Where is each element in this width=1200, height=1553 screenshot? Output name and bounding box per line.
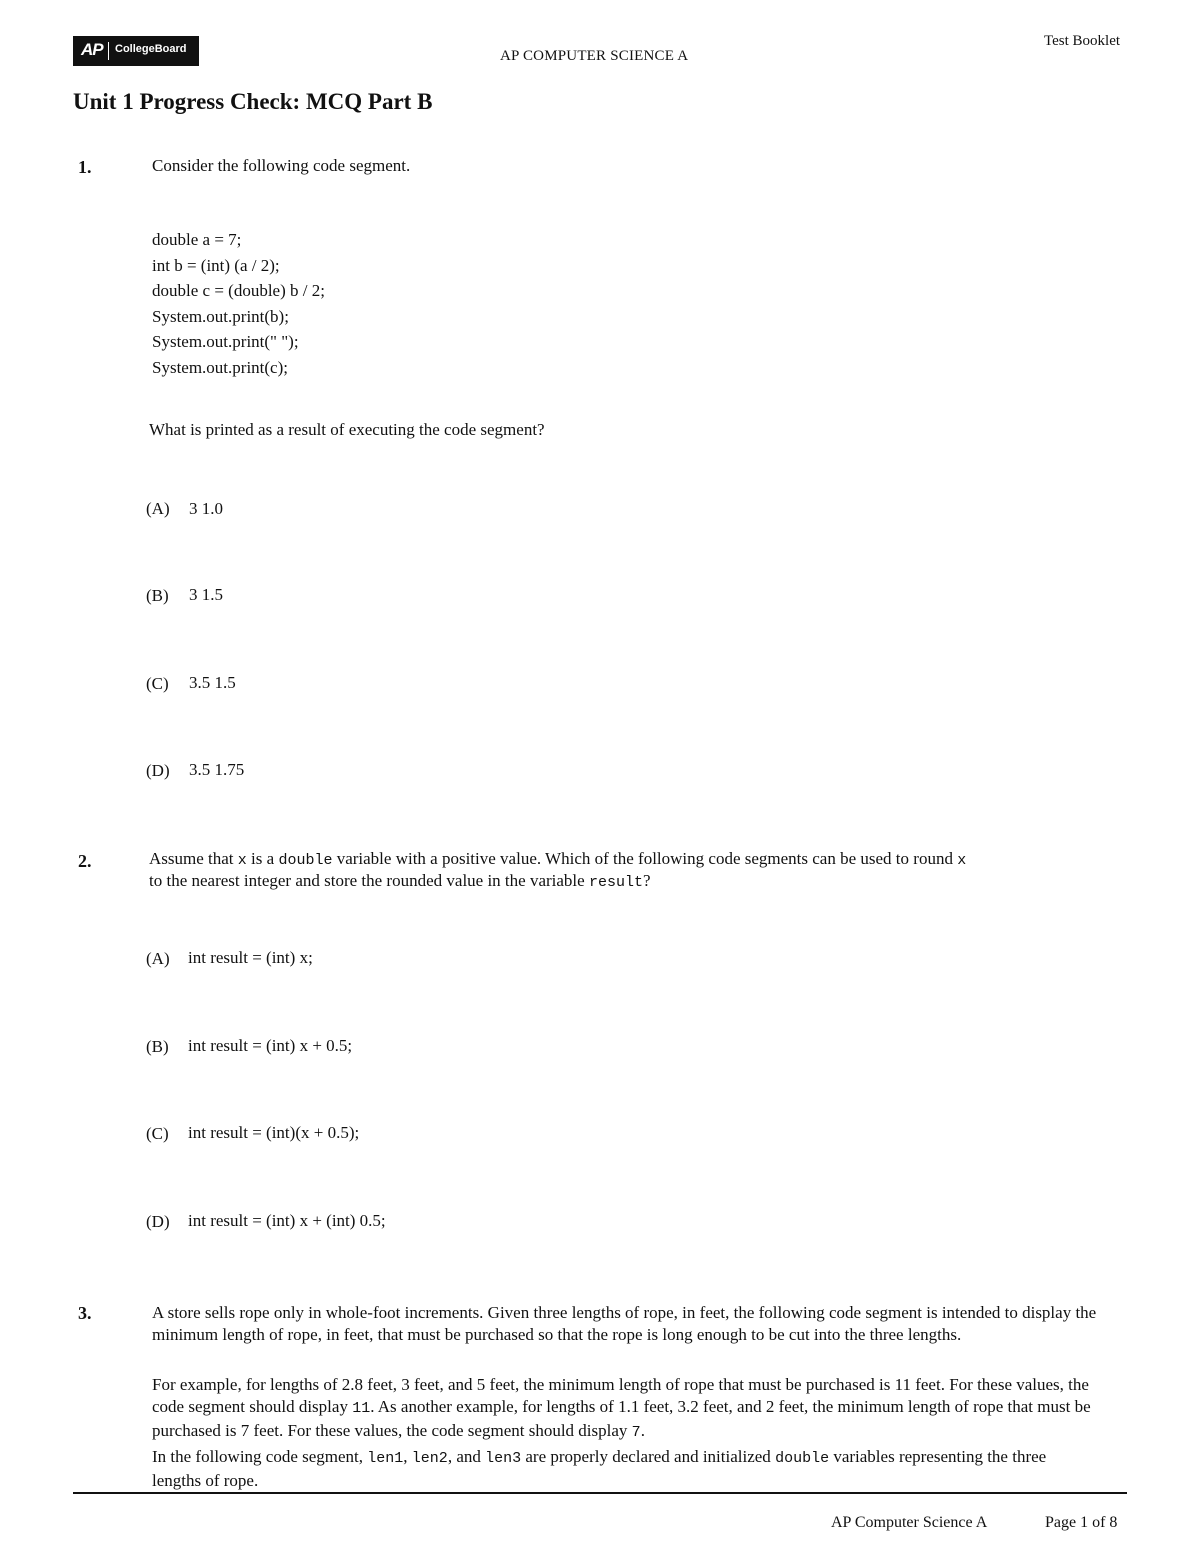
text-span: to the nearest integer and store the rounded value in the variable xyxy=(149,871,589,890)
inline-code: x xyxy=(957,852,967,869)
q2-option-c-letter[interactable]: (C) xyxy=(146,1124,169,1143)
question-1-number: 1. xyxy=(78,157,92,177)
footer-page-number: Page 1 of 8 xyxy=(1045,1514,1118,1531)
code-line: System.out.print(c); xyxy=(152,357,288,377)
q2-option-d-text[interactable]: int result = (int) x + (int) 0.5; xyxy=(188,1211,386,1230)
page-title: Unit 1 Progress Check: MCQ Part B xyxy=(73,89,433,114)
text-span: . As another example, for lengths of 1.1 feet, 3.2 feet, and 2 feet, the minimum length of rope that must be purchased is 7 feet. For these values, the code segment should display xyxy=(152,1397,1091,1440)
text-span: variables representing the three lengths of rope. xyxy=(152,1447,1047,1490)
code-line: double a = 7; xyxy=(152,230,242,249)
code-line: int b = (int) (a / 2); xyxy=(152,255,280,275)
text-span: , xyxy=(403,1447,412,1466)
question-2-number: 2. xyxy=(78,851,92,871)
footer-divider xyxy=(73,1492,1127,1494)
question-2-line-1 xyxy=(149,849,966,869)
inline-code: len3 xyxy=(485,1450,522,1467)
inline-code: double xyxy=(278,852,333,869)
text-span: , and xyxy=(447,1447,486,1466)
inline-code: len2 xyxy=(411,1450,448,1467)
q1-option-c-letter[interactable]: (C) xyxy=(146,674,169,693)
inline-code: len1 xyxy=(367,1450,404,1467)
q2-option-b-letter[interactable]: (B) xyxy=(146,1037,169,1056)
logo-divider xyxy=(108,42,109,60)
q2-option-a-text[interactable]: int result = (int) x; xyxy=(188,948,313,967)
code-line: double c = (double) b / 2; xyxy=(152,281,325,300)
inline-code: 7 xyxy=(631,1424,641,1441)
text-span: is a xyxy=(246,849,279,868)
header-test-booklet: Test Booklet xyxy=(1044,33,1121,49)
code-line: System.out.print(b); xyxy=(152,306,289,326)
text-span: . xyxy=(640,1421,645,1440)
header-course-title: AP COMPUTER SCIENCE A xyxy=(500,48,689,64)
footer-course: AP Computer Science A xyxy=(831,1514,988,1531)
question-1-question: What is printed as a result of executing the code segment? xyxy=(149,420,545,439)
text-span: variable with a positive value. Which of the following code segments can be used to round xyxy=(332,849,958,868)
inline-code: double xyxy=(775,1450,830,1467)
q1-option-d-text[interactable]: 3.5 1.75 xyxy=(189,760,245,779)
ap-collegeboard-logo xyxy=(73,36,199,66)
text-span: For example, for lengths of 2.8 feet, 3 feet, and 5 feet, the minimum length of rope that must be purchased is 11 feet. For these values, the code segment should display xyxy=(152,1375,1089,1416)
q2-option-b-text[interactable]: int result = (int) x + 0.5; xyxy=(188,1036,353,1055)
text-span: are properly declared and initialized xyxy=(521,1447,776,1466)
text-span: In the following code segment, xyxy=(152,1447,368,1466)
inline-code: x xyxy=(237,852,247,869)
inline-code: result xyxy=(588,874,643,891)
q1-option-a-letter[interactable]: (A) xyxy=(146,499,170,518)
text-span: ? xyxy=(642,871,651,890)
q2-option-a-letter[interactable]: (A) xyxy=(146,949,170,968)
q1-option-d-letter[interactable]: (D) xyxy=(146,761,170,780)
q1-option-b-letter[interactable]: (B) xyxy=(146,586,169,605)
text-span: Assume that xyxy=(149,849,238,868)
q2-option-c-text[interactable]: int result = (int)(x + 0.5); xyxy=(188,1123,360,1142)
question-3-number: 3. xyxy=(78,1303,92,1323)
q1-option-a-text[interactable]: 3 1.0 xyxy=(189,499,223,518)
question-2-line-2 xyxy=(149,871,651,891)
q1-option-c-text[interactable]: 3.5 1.5 xyxy=(189,673,236,692)
code-line: System.out.print(" "); xyxy=(152,332,299,351)
question-1-prompt: Consider the following code segment. xyxy=(152,156,411,175)
logo-ap-mark: AP xyxy=(81,40,103,59)
question-3-paragraph-2 xyxy=(152,1374,1120,1444)
q1-option-b-text[interactable]: 3 1.5 xyxy=(189,585,223,604)
inline-code: 11 xyxy=(352,1400,371,1417)
q2-option-d-letter[interactable]: (D) xyxy=(146,1212,170,1231)
question-1-code-block xyxy=(152,227,325,380)
logo-collegeboard-text: CollegeBoard xyxy=(115,43,187,55)
question-3-paragraph-1: A store sells rope only in whole-foot increments. Given three lengths of rope, in feet, the following code segment is intended to display the minimum length of rope, in feet, that must be purchased so that the rope is long enough to be cut into the three lengths. xyxy=(152,1303,1097,1344)
question-3-paragraph-3 xyxy=(152,1446,1052,1492)
